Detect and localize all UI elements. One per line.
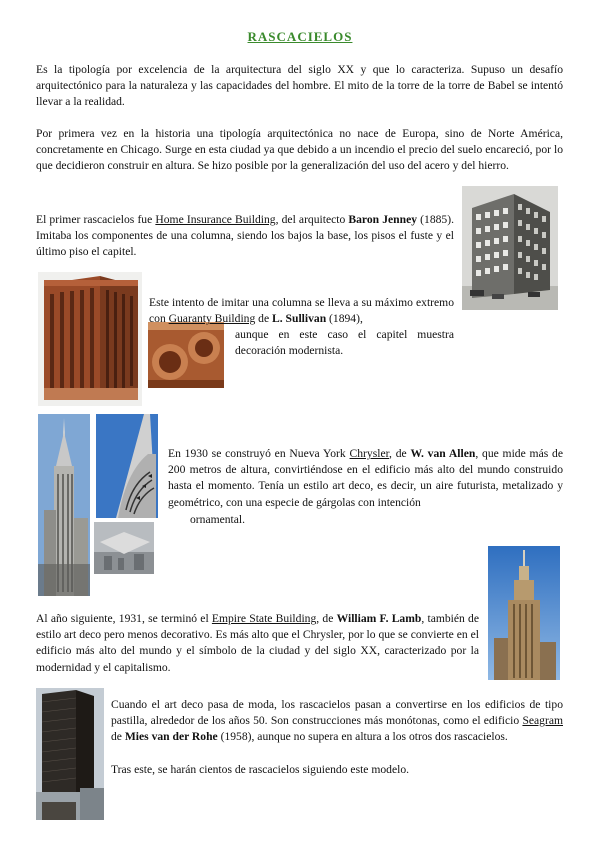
guaranty-paragraph-continued: aunque en este caso el capitel muestra decoración modernista. — [235, 328, 454, 358]
home-insurance-paragraph: El primer rascacielos fue Home Insurance Building, del arquitecto Baron Jenney (1885). Imitaba los componentes de una columna, siendo los bajos la base, los pisos el fuste y el último piso el capitel. — [36, 213, 454, 259]
chrysler-paragraph-continued: ornamental. — [190, 513, 246, 526]
guaranty-detail-photo — [148, 322, 224, 388]
seagram-building-photo — [36, 688, 104, 820]
seagram-paragraph: Cuando el art deco pasa de moda, los rascacielos pasan a convertirse en los edificios de tipo pastilla, alrededor de los años 50. Son construcciones más monótonas, como el edificio Seagram de Mies van der Rohe (1958), aunque no supera en altura a los otros dos rascacielos. — [111, 698, 563, 744]
empire-state-paragraph: Al año siguiente, 1931, se terminó el Empire State Building, de William F. Lamb, también de estilo art deco pero menos decorativo. Es más alto que el Chrysler, por lo que se convierte en el edificio más alto del mundo y el símbolo de la ciudad y del siglo XX, caracterizado por la modernidad y el capitalismo. — [36, 612, 480, 674]
empire-state-link: Empire State Building — [211, 612, 317, 625]
architect-mies-van-der-rohe: Mies van der Rohe — [124, 730, 218, 744]
home-insurance-link: Home Insurance Building — [155, 213, 276, 226]
architect-van-allen: W. van Allen — [410, 447, 476, 460]
page-title: RASCACIELOS — [247, 29, 353, 44]
guaranty-link: Guaranty Building — [168, 312, 256, 326]
chrysler-building-photo — [38, 414, 90, 596]
guaranty-paragraph: Este intento de imitar una columna se lleva a su máximo extremo con Guaranty Building de L. Sullivan (1894), — [149, 296, 454, 326]
home-insurance-building-photo — [462, 186, 558, 310]
chicago-paragraph: Por primera vez en la historia una tipología arquitectónica no nace de Europa, sino de Norte América, concretamente en Chicago. Surge en esta ciudad ya que debido a un incendio el precio del suelo encareció, por lo que decidieron construir en altura. Se hizo posible por la generalización del uso del acero y del hierro. — [36, 127, 563, 173]
intro-paragraph: Es la tipología por excelencia de la arquitectura del siglo XX y que lo caracteriza. Supuso un desafío arquitectónico para la naturaleza y las capacidades del hombre. El mito de la torre de la torre de Babel se intentó llevar a la realidad. — [36, 63, 563, 109]
chrysler-paragraph: En 1930 se construyó en Nueva York Chrysler, de W. van Allen, que mide más de 200 metros de altura, convirtiéndose en el edificio más alto del mundo construido hasta el momento. Tenía un estilo art deco, es decir, un aire futurista, metalizado y geométrico, con una especie de gárgolas con intención — [168, 447, 563, 509]
chrysler-gargoyle-photo — [94, 522, 154, 574]
guaranty-building-photo — [38, 272, 142, 406]
seagram-paragraph-closing: Tras este, se harán cientos de rascacielos siguiendo este modelo. — [111, 763, 410, 776]
architect-jenney: Baron Jenney — [348, 213, 418, 226]
chrysler-link: Chrysler — [349, 447, 389, 460]
architect-sullivan: L. Sullivan — [272, 312, 327, 326]
chrysler-crown-photo — [96, 414, 158, 518]
empire-state-building-photo — [488, 546, 560, 680]
architect-lamb: William F. Lamb — [336, 612, 422, 625]
seagram-link: Seagram — [522, 714, 563, 728]
